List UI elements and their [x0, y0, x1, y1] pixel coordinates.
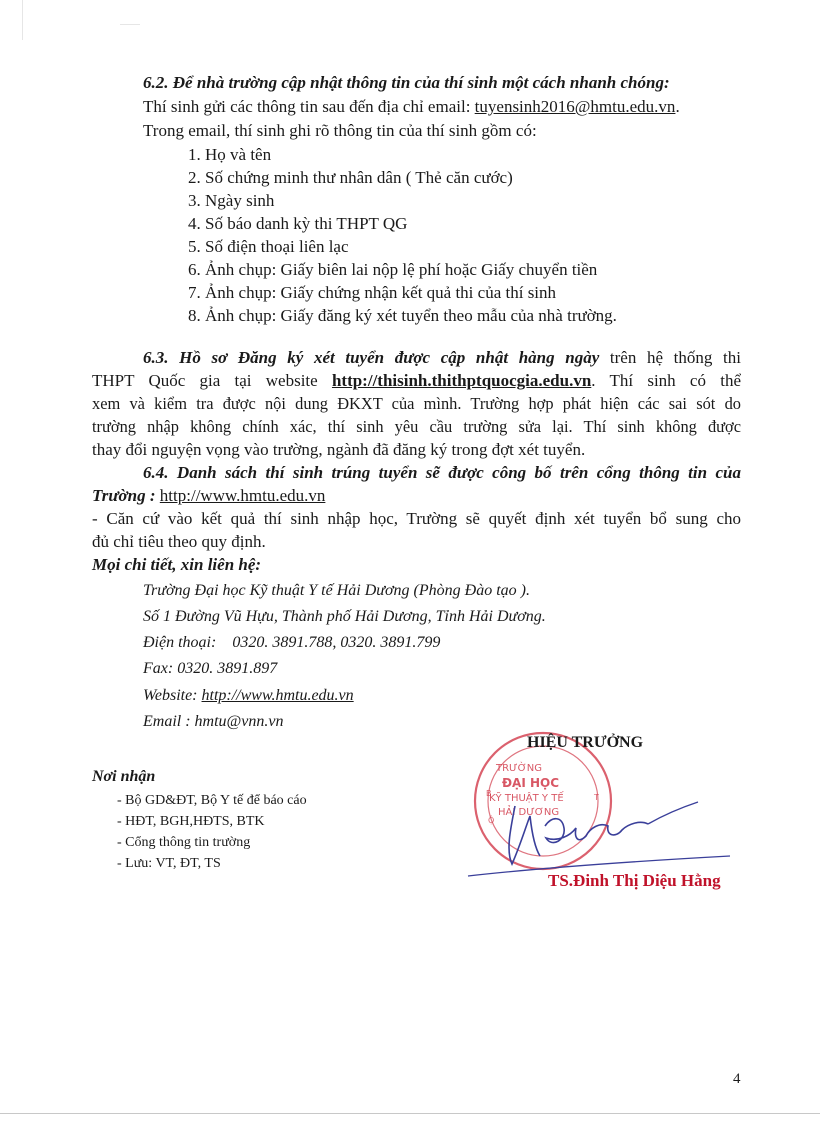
section-6-4-note-1: - Căn cứ vào kết quả thí sinh nhập học, Trường sẽ quyết định xét tuyển bổ sung cho: [92, 509, 741, 528]
scan-artifact: [120, 24, 140, 25]
contact-email: Email : hmtu@vnn.vn: [143, 713, 284, 730]
email-line-text: Thí sinh gửi các thông tin sau đến địa chỉ email:: [143, 97, 475, 116]
svg-text:Ộ: Ộ: [488, 816, 495, 825]
phone-numbers: 0320. 3891.788, 0320. 3891.799: [232, 634, 441, 651]
svg-text:T: T: [594, 793, 599, 802]
section-6-3-line-1: [143, 346, 741, 369]
recipient-item: - Cổng thông tin trường: [117, 835, 251, 850]
section-6-4-heading: 6.4. Danh sách thí sinh trúng tuyển sẽ được công bố trên cổng thông tin của: [143, 463, 741, 482]
section-6-3-line-5: thay đổi nguyện vọng vào trường, ngành đã đăng ký trong đợt xét tuyển.: [92, 440, 586, 459]
section-6-4-heading-cont: Trường :: [92, 486, 160, 505]
section-6-2-intro: Trong email, thí sinh ghi rõ thông tin của thí sinh gồm có:: [143, 121, 537, 140]
contact-school: Trường Đại học Kỹ thuật Y tế Hải Dương (Phòng Đào tạo ).: [143, 582, 530, 599]
email-line-period: .: [675, 97, 680, 116]
contact-phone: [143, 632, 440, 654]
svg-text:B: B: [486, 789, 492, 798]
website-label: Website:: [143, 687, 202, 704]
section-6-3-line-2: [92, 369, 741, 392]
stamp-line: KỸ THUẬT Y TẾ: [489, 793, 564, 804]
stamp-line: HẢI DƯƠNG: [498, 807, 560, 818]
section-6-4-line-2: [92, 484, 325, 507]
signature-title: HIỆU TRƯỞNG: [527, 734, 644, 751]
info-list-item: 2. Số chứng minh thư nhân dân ( Thẻ căn cước): [188, 168, 513, 187]
phone-label: Điện thoại:: [143, 634, 217, 651]
info-list-item: 6. Ảnh chụp: Giấy biên lai nộp lệ phí hoặc Giấy chuyển tiền: [188, 260, 598, 279]
contact-address: Số 1 Đường Vũ Hựu, Thành phố Hải Dương, Tỉnh Hải Dương.: [143, 608, 546, 625]
thisinh-website-link[interactable]: http://thisinh.thithptquocgia.edu.vn: [331, 371, 592, 390]
info-list-item: 4. Số báo danh kỳ thi THPT QG: [188, 214, 408, 233]
section-6-3-line-3: xem và kiểm tra được nội dung ĐKXT của mình. Trường hợp phát hiện các sai sót do: [92, 394, 741, 413]
stamp-line: TRƯỜNG: [496, 763, 542, 774]
section-6-3-line-4: trường nhập không chính xác, thí sinh yêu cầu trường sửa lại. Thí sinh không được: [92, 417, 741, 436]
signer-name: TS.Đinh Thị Diệu Hằng: [548, 871, 721, 890]
section-6-3-text: . Thí sinh có thể: [591, 371, 741, 390]
recipients-heading: Nơi nhận: [92, 768, 156, 785]
info-list-item: 3. Ngày sinh: [188, 191, 275, 210]
contact-website-link[interactable]: http://www.hmtu.edu.vn: [201, 687, 354, 704]
recipient-item: - Lưu: VT, ĐT, TS: [117, 856, 221, 871]
info-list-item: 8. Ảnh chụp: Giấy đăng ký xét tuyển theo mẫu của nhà trường.: [188, 306, 617, 325]
section-6-2-email-line: [143, 95, 680, 118]
info-list-item: 1. Họ và tên: [188, 145, 272, 164]
handwritten-signature: [440, 776, 740, 880]
hmtu-portal-link[interactable]: http://www.hmtu.edu.vn: [159, 486, 326, 505]
contact-website: [143, 685, 354, 707]
section-6-3-text: trên hệ thống thi: [599, 348, 741, 367]
scan-artifact: [22, 0, 23, 40]
admissions-email-link[interactable]: tuyensinh2016@hmtu.edu.vn: [474, 97, 676, 116]
page-number: 4: [733, 1071, 741, 1087]
section-6-4-note-2: đủ chỉ tiêu theo quy định.: [92, 532, 266, 551]
stamp-line: ĐẠI HỌC: [502, 776, 560, 790]
recipient-item: - HĐT, BGH,HĐTS, BTK: [117, 814, 265, 829]
section-6-3-heading: 6.3. Hồ sơ Đăng ký xét tuyển được cập nhật hàng ngày: [143, 348, 600, 367]
section-6-3-text: THPT Quốc gia tại website: [92, 371, 332, 390]
page-bottom-edge: [0, 1113, 820, 1114]
section-6-2-heading: 6.2. Để nhà trường cập nhật thông tin của thí sinh một cách nhanh chóng:: [143, 73, 670, 92]
info-list-item: 7. Ảnh chụp: Giấy chứng nhận kết quả thi của thí sinh: [188, 283, 557, 302]
contact-heading: Mọi chi tiết, xin liên hệ:: [92, 555, 262, 574]
recipient-item: - Bộ GD&ĐT, Bộ Y tế để báo cáo: [117, 793, 307, 808]
contact-fax: Fax: 0320. 3891.897: [143, 660, 278, 677]
info-list-item: 5. Số điện thoại liên lạc: [188, 237, 349, 256]
